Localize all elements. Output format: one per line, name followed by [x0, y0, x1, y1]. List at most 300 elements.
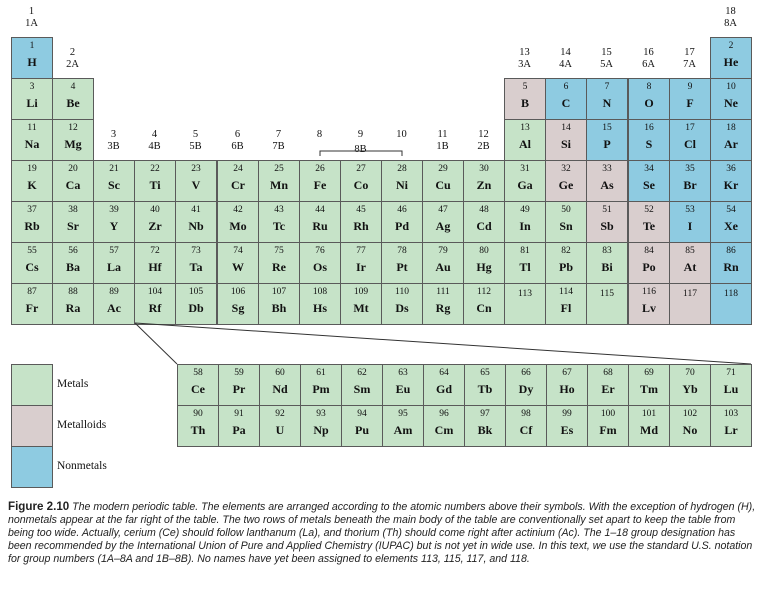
- element-cell-42: [217, 201, 259, 243]
- element-cell-13: [504, 119, 546, 161]
- element-cell-30: [463, 160, 505, 202]
- element-symbol: S: [645, 137, 653, 151]
- element-symbol: Md: [640, 423, 658, 437]
- group-number-iupac: 13: [519, 47, 530, 58]
- element-cell-63: [382, 364, 424, 406]
- element-cell-11: [11, 119, 53, 161]
- legend-label-metal: Metals: [57, 378, 89, 390]
- element-symbol: Nb: [188, 219, 204, 233]
- atomic-number: 77: [356, 246, 366, 256]
- group-header-g7: [258, 129, 299, 153]
- element-cell-17: [669, 119, 711, 161]
- atomic-number: 17: [685, 123, 695, 133]
- element-symbol: Fe: [313, 178, 327, 192]
- group-number-us: 8B: [354, 144, 367, 155]
- element-symbol: At: [683, 260, 697, 274]
- atomic-number: 27: [356, 164, 366, 174]
- atomic-number: 66: [521, 368, 531, 378]
- element-cell-32: [545, 160, 587, 202]
- atomic-number: 67: [562, 368, 572, 378]
- element-cell-40: [134, 201, 176, 243]
- element-cell-7: [586, 78, 628, 120]
- atomic-number: 50: [561, 205, 571, 215]
- element-cell-86: [710, 242, 752, 284]
- atomic-number: 68: [603, 368, 613, 378]
- fblock-connector-left: [135, 323, 177, 364]
- group-number-us: 8A: [724, 18, 737, 29]
- element-cell-26: [299, 160, 341, 202]
- element-cell-84: [628, 242, 670, 284]
- figure-caption: [8, 500, 760, 566]
- atomic-number: 58: [193, 368, 203, 378]
- element-symbol: Am: [393, 423, 413, 437]
- element-symbol: Sm: [353, 382, 371, 396]
- group-number-iupac: 17: [684, 47, 695, 58]
- atomic-number: 80: [479, 246, 489, 256]
- element-cell-103: [710, 405, 752, 447]
- group-number-us: 2B: [477, 141, 490, 152]
- atomic-number: 112: [477, 287, 491, 297]
- element-cell-35: [669, 160, 711, 202]
- element-cell-78: [381, 242, 423, 284]
- element-cell-39: [93, 201, 135, 243]
- atomic-number: 8: [646, 82, 652, 92]
- element-cell-16: [628, 119, 670, 161]
- element-cell-67: [546, 364, 588, 406]
- element-cell-37: [11, 201, 53, 243]
- atomic-number: 24: [233, 164, 243, 174]
- element-cell-10: [710, 78, 752, 120]
- atomic-number: 59: [234, 368, 244, 378]
- group-number-iupac: 14: [560, 47, 571, 58]
- element-symbol: Dy: [518, 382, 534, 396]
- element-cell-34: [628, 160, 670, 202]
- element-cell-38: [52, 201, 94, 243]
- element-symbol: Ge: [558, 178, 574, 192]
- element-symbol: Tc: [272, 219, 286, 233]
- atomic-number: 49: [520, 205, 530, 215]
- element-symbol: Pu: [354, 423, 369, 437]
- element-symbol: Ce: [191, 382, 205, 396]
- element-cell-105: [175, 283, 217, 325]
- element-cell-92: [259, 405, 301, 447]
- atomic-number: 82: [561, 246, 571, 256]
- atomic-number: 3: [29, 82, 35, 92]
- atomic-number: 93: [316, 409, 326, 419]
- element-cell-77: [340, 242, 382, 284]
- atomic-number: 113: [518, 289, 532, 299]
- element-cell-117: [669, 283, 711, 325]
- element-cell-107: [258, 283, 300, 325]
- group-number-iupac: 18: [725, 6, 736, 17]
- atomic-number: 1: [29, 41, 35, 51]
- element-cell-109: [340, 283, 382, 325]
- atomic-number: 87: [27, 287, 37, 297]
- element-symbol: Au: [435, 260, 451, 274]
- atomic-number: 28: [397, 164, 407, 174]
- element-symbol: Ra: [65, 301, 81, 315]
- atomic-number: 54: [726, 205, 736, 215]
- element-symbol: Db: [188, 301, 204, 315]
- element-symbol: Al: [519, 137, 531, 151]
- element-cell-57: [93, 242, 135, 284]
- element-cell-90: [177, 405, 219, 447]
- element-symbol: Ag: [435, 219, 451, 233]
- element-symbol: Rh: [353, 219, 369, 233]
- atomic-number: 118: [724, 289, 738, 299]
- element-symbol: Sg: [231, 301, 245, 315]
- element-cell-96: [423, 405, 465, 447]
- atomic-number: 88: [68, 287, 78, 297]
- element-symbol: Mg: [64, 137, 82, 151]
- group-header-g14: [545, 47, 586, 71]
- element-cell-24: [217, 160, 259, 202]
- element-cell-118: [710, 283, 752, 325]
- group-header-g13: [504, 47, 545, 71]
- element-symbol: Bk: [477, 423, 493, 437]
- element-symbol: Ni: [396, 178, 408, 192]
- element-cell-65: [464, 364, 506, 406]
- atomic-number: 51: [602, 205, 612, 215]
- element-cell-1: [11, 37, 53, 79]
- element-cell-82: [545, 242, 587, 284]
- atomic-number: 69: [644, 368, 654, 378]
- element-symbol: Yb: [682, 382, 698, 396]
- element-cell-48: [463, 201, 505, 243]
- element-symbol: Ba: [65, 260, 80, 274]
- element-cell-6: [545, 78, 587, 120]
- element-symbol: Cd: [476, 219, 492, 233]
- atomic-number: 90: [193, 409, 203, 419]
- element-cell-8: [628, 78, 670, 120]
- element-cell-94: [341, 405, 383, 447]
- atomic-number: 97: [480, 409, 490, 419]
- legend-swatch-metal: [11, 364, 53, 406]
- atomic-number: 86: [726, 246, 736, 256]
- element-cell-73: [175, 242, 217, 284]
- element-symbol: U: [275, 423, 285, 437]
- atomic-number: 105: [188, 287, 204, 297]
- atomic-number: 40: [150, 205, 160, 215]
- atomic-number: 18: [726, 123, 736, 133]
- group-header-g3: [93, 129, 134, 153]
- atomic-number: 107: [271, 287, 287, 297]
- atomic-number: 91: [234, 409, 244, 419]
- element-symbol: F: [686, 96, 694, 110]
- element-cell-2: [710, 37, 752, 79]
- group-number-us: 3A: [518, 59, 531, 70]
- atomic-number: 10: [726, 82, 736, 92]
- element-symbol: V: [191, 178, 201, 192]
- element-cell-89: [93, 283, 135, 325]
- element-cell-19: [11, 160, 53, 202]
- element-symbol: Se: [643, 178, 655, 192]
- element-symbol: Ho: [559, 382, 575, 396]
- element-symbol: Ta: [189, 260, 203, 274]
- element-symbol: I: [687, 219, 693, 233]
- group-number-iupac: 5: [192, 129, 199, 140]
- element-cell-71: [710, 364, 752, 406]
- atomic-number: 74: [233, 246, 243, 256]
- element-symbol: Fm: [599, 423, 617, 437]
- atomic-number: 45: [356, 205, 366, 215]
- atomic-number: 16: [644, 123, 654, 133]
- element-cell-15: [586, 119, 628, 161]
- element-symbol: Hf: [148, 260, 162, 274]
- group-number-us: 5B: [189, 141, 202, 152]
- element-cell-54: [710, 201, 752, 243]
- element-symbol: Kr: [723, 178, 739, 192]
- atomic-number: 46: [397, 205, 407, 215]
- element-cell-98: [505, 405, 547, 447]
- element-symbol: N: [602, 96, 612, 110]
- element-symbol: Lr: [724, 423, 738, 437]
- element-symbol: Es: [560, 423, 574, 437]
- group-header-g11: [422, 129, 463, 153]
- group-header-g12: [463, 129, 504, 153]
- element-cell-75: [258, 242, 300, 284]
- element-symbol: Ir: [356, 260, 366, 274]
- atomic-number: 111: [436, 287, 450, 297]
- atomic-number: 29: [438, 164, 448, 174]
- group-number-iupac: 16: [643, 47, 654, 58]
- group-number-us: 1A: [25, 18, 38, 29]
- element-symbol: Cm: [434, 423, 454, 437]
- element-symbol: Lu: [723, 382, 739, 396]
- atomic-number: 2: [728, 41, 734, 51]
- atomic-number: 72: [150, 246, 160, 256]
- group-number-us: 1B: [436, 141, 449, 152]
- atomic-number: 52: [644, 205, 654, 215]
- element-symbol: Pa: [232, 423, 246, 437]
- element-cell-97: [464, 405, 506, 447]
- atomic-number: 53: [685, 205, 695, 215]
- element-symbol: Te: [642, 219, 656, 233]
- element-cell-4: [52, 78, 94, 120]
- atomic-number: 34: [644, 164, 654, 174]
- atomic-number: 85: [685, 246, 695, 256]
- element-cell-31: [504, 160, 546, 202]
- element-symbol: Co: [353, 178, 369, 192]
- element-symbol: He: [723, 55, 739, 69]
- element-symbol: Ds: [395, 301, 409, 315]
- element-symbol: Sr: [67, 219, 79, 233]
- element-cell-113: [504, 283, 546, 325]
- atomic-number: 79: [438, 246, 448, 256]
- element-symbol: Mt: [353, 301, 369, 315]
- atomic-number: 92: [275, 409, 285, 419]
- element-cell-60: [259, 364, 301, 406]
- atomic-number: 42: [233, 205, 243, 215]
- atomic-number: 31: [520, 164, 530, 174]
- atomic-number: 106: [230, 287, 246, 297]
- element-cell-76: [299, 242, 341, 284]
- element-symbol: Zr: [148, 219, 162, 233]
- atomic-number: 20: [68, 164, 78, 174]
- element-symbol: Lv: [641, 301, 656, 315]
- atomic-number: 78: [397, 246, 407, 256]
- element-symbol: Zn: [476, 178, 492, 192]
- element-symbol: Sb: [600, 219, 614, 233]
- atomic-number: 110: [395, 287, 409, 297]
- group-header-g1: [11, 6, 52, 30]
- element-cell-110: [381, 283, 423, 325]
- element-symbol: C: [561, 96, 571, 110]
- atomic-number: 89: [109, 287, 119, 297]
- element-symbol: Cf: [519, 423, 533, 437]
- atomic-number: 25: [274, 164, 284, 174]
- group-header-g4: [134, 129, 175, 153]
- element-cell-52: [628, 201, 670, 243]
- element-symbol: Hs: [312, 301, 327, 315]
- element-cell-18: [710, 119, 752, 161]
- element-cell-116: [628, 283, 670, 325]
- group-number-iupac: 3: [110, 129, 117, 140]
- atomic-number: 55: [27, 246, 37, 256]
- group-number-iupac: 12: [478, 129, 489, 140]
- element-symbol: Sn: [559, 219, 573, 233]
- element-symbol: As: [600, 178, 614, 192]
- element-symbol: Cn: [476, 301, 492, 315]
- atomic-number: 39: [109, 205, 119, 215]
- element-cell-101: [628, 405, 670, 447]
- group-header-g10: [381, 129, 422, 141]
- group-number-iupac: 9: [357, 129, 364, 140]
- element-symbol: Mo: [229, 219, 247, 233]
- group-header-g15: [586, 47, 627, 71]
- atomic-number: 56: [68, 246, 78, 256]
- group-number-us: 6B: [231, 141, 244, 152]
- atomic-number: 60: [275, 368, 285, 378]
- element-cell-5: [504, 78, 546, 120]
- element-cell-74: [217, 242, 259, 284]
- atomic-number: 108: [312, 287, 328, 297]
- element-cell-91: [218, 405, 260, 447]
- element-symbol: Eu: [395, 382, 411, 396]
- atomic-number: 37: [27, 205, 37, 215]
- legend-label-metalloid: Metalloids: [57, 419, 107, 431]
- group-header-g17: [669, 47, 710, 71]
- atomic-number: 116: [642, 287, 656, 297]
- element-cell-23: [175, 160, 217, 202]
- atomic-number: 11: [27, 123, 37, 133]
- element-symbol: K: [27, 178, 37, 192]
- element-symbol: Si: [560, 137, 571, 151]
- element-cell-25: [258, 160, 300, 202]
- atomic-number: 5: [522, 82, 528, 92]
- element-cell-45: [340, 201, 382, 243]
- atomic-number: 21: [109, 164, 119, 174]
- element-symbol: Ca: [65, 178, 81, 192]
- atomic-number: 83: [602, 246, 612, 256]
- atomic-number: 12: [68, 123, 78, 133]
- element-symbol: Cs: [25, 260, 39, 274]
- atomic-number: 15: [602, 123, 612, 133]
- fblock-connector-right: [135, 323, 751, 364]
- element-symbol: Br: [683, 178, 697, 192]
- element-cell-70: [669, 364, 711, 406]
- atomic-number: 6: [563, 82, 569, 92]
- group-number-us: 7A: [683, 59, 696, 70]
- atomic-number: 76: [315, 246, 325, 256]
- element-symbol: Rn: [723, 260, 739, 274]
- element-cell-104: [134, 283, 176, 325]
- element-cell-43: [258, 201, 300, 243]
- element-symbol: Os: [312, 260, 327, 274]
- group-header-g9: [340, 129, 381, 156]
- element-cell-81: [504, 242, 546, 284]
- element-cell-9: [669, 78, 711, 120]
- element-cell-53: [669, 201, 711, 243]
- element-symbol: Pd: [394, 219, 409, 233]
- element-cell-41: [175, 201, 217, 243]
- element-symbol: H: [27, 55, 37, 69]
- element-symbol: Rg: [435, 301, 451, 315]
- element-cell-44: [299, 201, 341, 243]
- group-number-iupac: 2: [69, 47, 76, 58]
- element-symbol: Y: [109, 219, 119, 233]
- element-cell-47: [422, 201, 464, 243]
- atomic-number: 57: [109, 246, 119, 256]
- element-symbol: In: [519, 219, 531, 233]
- atomic-number: 44: [315, 205, 325, 215]
- element-cell-51: [586, 201, 628, 243]
- atomic-number: 36: [726, 164, 736, 174]
- element-symbol: Ru: [312, 219, 328, 233]
- element-symbol: P: [603, 137, 611, 151]
- atomic-number: 23: [191, 164, 201, 174]
- element-symbol: Tl: [519, 260, 531, 274]
- element-cell-56: [52, 242, 94, 284]
- atomic-number: 109: [353, 287, 369, 297]
- element-cell-100: [587, 405, 629, 447]
- group-number-iupac: 11: [437, 129, 448, 140]
- element-symbol: Er: [601, 382, 615, 396]
- element-cell-68: [587, 364, 629, 406]
- element-cell-95: [382, 405, 424, 447]
- legend-label-nonmetal: Nonmetals: [57, 460, 107, 472]
- element-cell-58: [177, 364, 219, 406]
- atomic-number: 115: [600, 289, 614, 299]
- element-symbol: Fr: [25, 301, 39, 315]
- element-cell-102: [669, 405, 711, 447]
- element-cell-46: [381, 201, 423, 243]
- atomic-number: 64: [439, 368, 449, 378]
- group-number-us: 4A: [559, 59, 572, 70]
- element-symbol: Nd: [272, 382, 288, 396]
- element-symbol: Gd: [435, 382, 452, 396]
- element-symbol: Ar: [724, 137, 738, 151]
- element-cell-62: [341, 364, 383, 406]
- element-symbol: Na: [24, 137, 40, 151]
- element-cell-69: [628, 364, 670, 406]
- group-number-iupac: 7: [275, 129, 282, 140]
- atomic-number: 94: [357, 409, 367, 419]
- group-header-g16: [628, 47, 669, 71]
- element-cell-85: [669, 242, 711, 284]
- element-symbol: Ti: [149, 178, 161, 192]
- element-cell-22: [134, 160, 176, 202]
- atomic-number: 100: [600, 409, 616, 419]
- element-cell-14: [545, 119, 587, 161]
- group-number-iupac: 10: [396, 129, 407, 140]
- element-symbol: Bh: [271, 301, 287, 315]
- element-symbol: Po: [642, 260, 656, 274]
- element-cell-87: [11, 283, 53, 325]
- element-cell-72: [134, 242, 176, 284]
- element-cell-66: [505, 364, 547, 406]
- element-symbol: Pr: [232, 382, 246, 396]
